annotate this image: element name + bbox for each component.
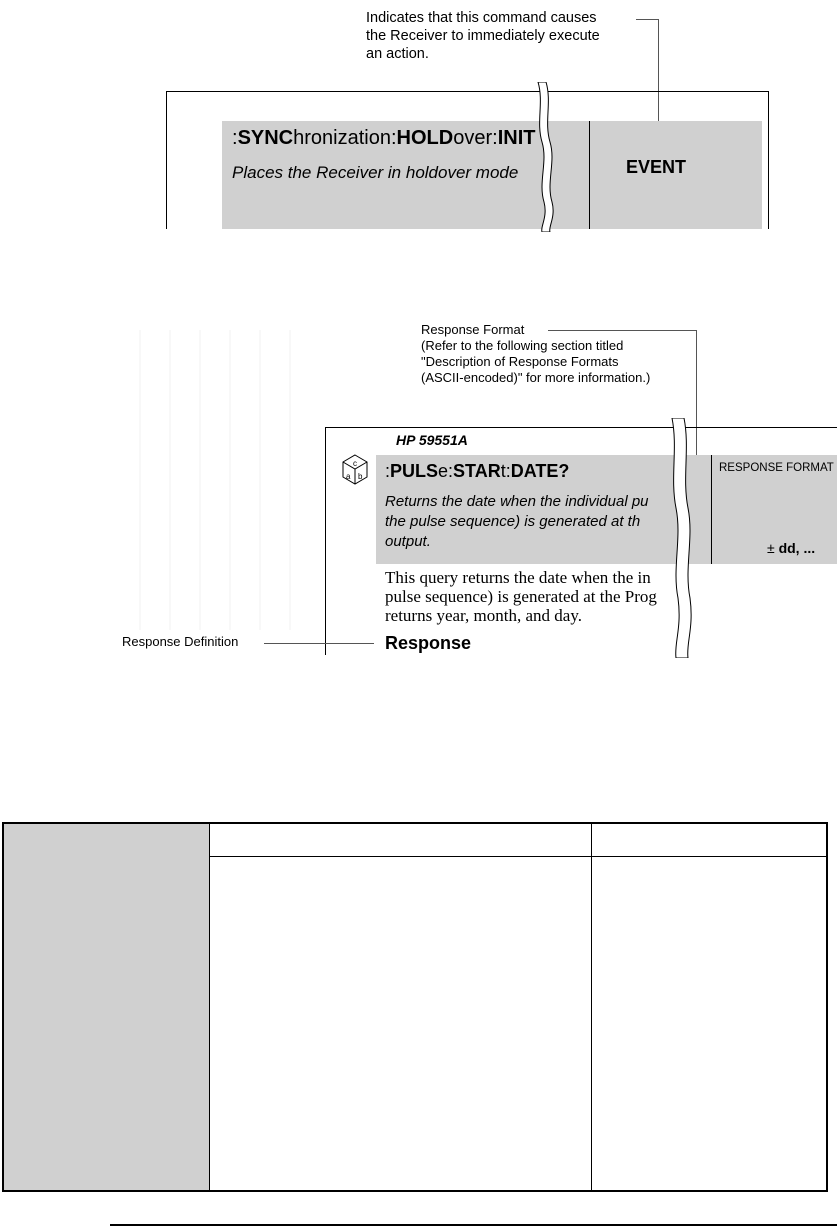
- query-description-line: output.: [385, 533, 431, 550]
- query-syntax: [385, 461, 569, 482]
- frame-top: [166, 91, 769, 92]
- icon-letter: a: [346, 472, 351, 481]
- plus-minus-sign: ±: [767, 540, 775, 556]
- response-format-header: RESPONSE FORMAT: [719, 462, 834, 474]
- command-description: Places the Receiver in holdover mode: [232, 163, 519, 182]
- response-format-callout-line: (Refer to the following section titled: [421, 338, 624, 353]
- icon-letter: c: [353, 459, 357, 468]
- query-description-line: Returns the date when the individual pu: [385, 493, 649, 510]
- cmd-part: PULS: [390, 461, 439, 481]
- cmd-part: SYNC: [237, 127, 294, 149]
- frame2-top: [325, 427, 837, 428]
- event-label: EVENT: [626, 157, 687, 177]
- table-header-line: [209, 856, 826, 857]
- event-callout-line: Indicates that this command causes: [366, 10, 597, 26]
- event-callout: [366, 9, 600, 63]
- cmd-part: :: [385, 461, 391, 481]
- cmd-part: STAR: [453, 461, 501, 481]
- response-definition-leader: [264, 643, 374, 644]
- rf-leader-h1: [548, 330, 696, 331]
- frame-left: [166, 91, 167, 229]
- product-name: HP 59551A: [396, 432, 468, 448]
- response-format-callout-line: (ASCII-encoded)" for more information.): [421, 370, 651, 385]
- query-body: [385, 568, 657, 625]
- response-format-callout-line: "Description of Response Formats: [421, 354, 619, 369]
- cmd-part: DATE?: [510, 461, 570, 481]
- event-callout-line: an action.: [366, 46, 429, 62]
- panel-divider: [589, 121, 590, 229]
- cmd-part: over:: [453, 127, 498, 149]
- frame-right: [768, 91, 769, 229]
- response-format-callout: [421, 322, 650, 386]
- command-syntax: [232, 127, 535, 150]
- response-format-text: dd, ...: [778, 540, 816, 556]
- cmd-part: HOLD: [396, 127, 454, 149]
- cmd-part: INIT: [497, 127, 536, 149]
- cmd-part: :: [232, 127, 238, 149]
- frame2-left: [325, 427, 326, 655]
- cmd-part: e:: [438, 461, 454, 481]
- query-body-line: pulse sequence) is generated at the Prog: [385, 587, 657, 606]
- query-description: [385, 492, 649, 552]
- footer-rule: [110, 1224, 837, 1226]
- break-mark-2: [664, 418, 700, 658]
- response-heading: Response: [385, 633, 472, 653]
- query-panel-divider: [711, 455, 712, 564]
- response-format-callout-line: Response Format: [421, 322, 525, 337]
- query-cube-icon: [340, 453, 370, 487]
- event-callout-leader-h: [636, 19, 658, 20]
- table-col-line-1: [209, 824, 210, 1190]
- cmd-part: hronization:: [293, 127, 397, 149]
- event-callout-line: the Receiver to immediately execute: [366, 28, 600, 44]
- cmd-part: t:: [500, 461, 511, 481]
- icon-letter: b: [358, 472, 363, 481]
- response-format-value: [767, 540, 815, 556]
- response-definition-label: Response Definition: [122, 634, 239, 649]
- query-body-line: returns year, month, and day.: [385, 606, 582, 625]
- query-description-line: the pulse sequence) is generated at th: [385, 513, 641, 530]
- table-col-line-2: [591, 824, 592, 1190]
- table-shaded-column: [4, 824, 209, 1190]
- query-body-line: This query returns the date when the in: [385, 568, 651, 587]
- break-mark: [530, 82, 560, 232]
